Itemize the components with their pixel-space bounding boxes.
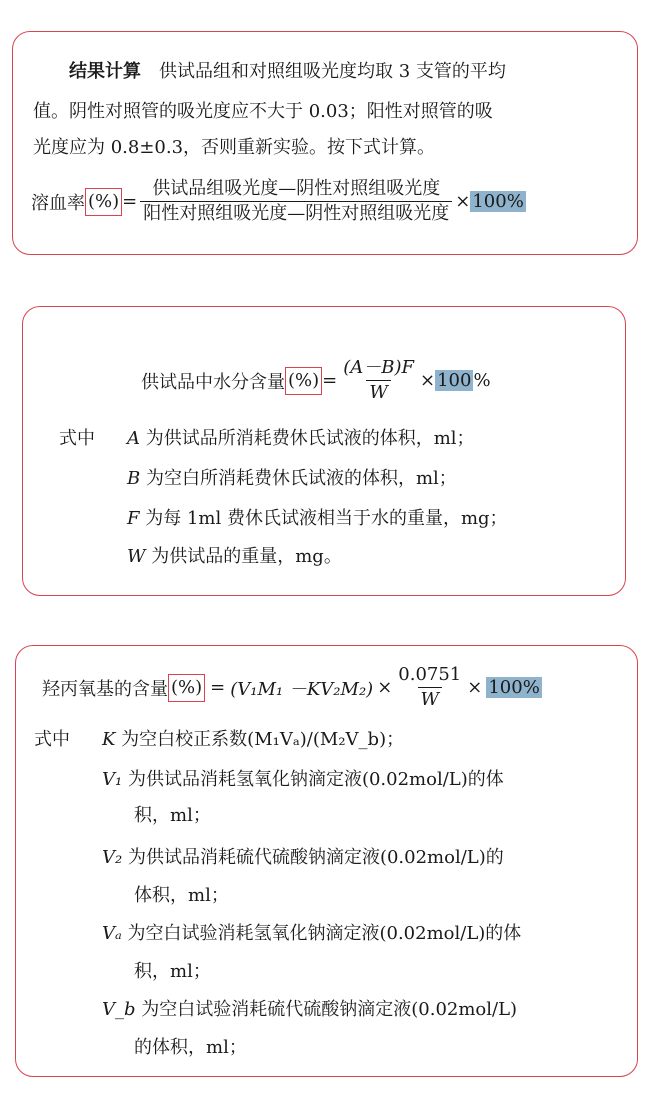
equals-sign: = bbox=[210, 677, 226, 698]
percent-unit-box: (%) bbox=[168, 674, 205, 702]
fraction-numerator: 0.0751 bbox=[398, 664, 462, 685]
highlighted-100-percent: 100% bbox=[472, 191, 524, 212]
where-label: 式中 bbox=[59, 428, 95, 449]
formula-lhs: 溶血率 bbox=[31, 192, 85, 214]
water-formula bbox=[141, 357, 491, 404]
definition-item: Vₐ 为空白试验消耗氢氧化钠滴定液(0.02mol/L)的体 bbox=[102, 923, 522, 944]
definition-item: V₂ 为供试品消耗硫代硫酸钠滴定液(0.02mol/L)的 bbox=[102, 847, 504, 868]
definition-item: A 为供试品所消耗费休氏试液的体积，ml； bbox=[127, 428, 475, 449]
hydroxypropoxy-fraction bbox=[395, 664, 464, 711]
hemolysis-line-2: 值。阴性对照管的吸光度应不大于 0.03；阳性对照管的吸 bbox=[33, 101, 493, 122]
hemolysis-formula bbox=[31, 178, 526, 225]
fraction-denominator: W bbox=[366, 380, 391, 404]
hemolysis-line-1 bbox=[69, 60, 506, 84]
formula-lhs: 供试品中水分含量 bbox=[141, 371, 285, 393]
definition-continuation: 体积，ml； bbox=[134, 885, 229, 906]
water-fraction bbox=[340, 357, 417, 404]
percent-unit-box: (%) bbox=[85, 188, 122, 216]
section-heading: 结果计算 bbox=[69, 61, 141, 82]
hemolysis-line-3: 光度应为 0.8±0.3，否则重新实验。按下式计算。 bbox=[33, 137, 436, 158]
fraction-numerator: 供试品组吸光度—阴性对照组吸光度 bbox=[152, 178, 441, 199]
definition-item: V₁ 为供试品消耗氢氧化钠滴定液(0.02mol/L)的体 bbox=[102, 769, 504, 790]
percent-sign: % bbox=[473, 370, 491, 391]
times-sign: × bbox=[420, 370, 436, 391]
hemolysis-fraction bbox=[140, 178, 452, 225]
definition-item: V_b 为空白试验消耗硫代硫酸钠滴定液(0.02mol/L) bbox=[102, 999, 518, 1020]
highlighted-100-percent: 100% bbox=[488, 677, 540, 698]
fraction-denominator: W bbox=[418, 687, 443, 711]
percent-unit-box: (%) bbox=[285, 367, 322, 395]
fraction-numerator: (A－B)F bbox=[343, 357, 415, 378]
definition-continuation: 积，ml； bbox=[134, 805, 211, 826]
formula-lhs: 羟丙氧基的含量 bbox=[42, 678, 168, 700]
panel-hydroxypropoxy bbox=[15, 645, 638, 1077]
equals-sign: = bbox=[322, 370, 338, 391]
definition-item: F 为每 1ml 费休氏试液相当于水的重量，mg； bbox=[127, 508, 508, 529]
highlighted-100: 100 bbox=[437, 370, 472, 391]
times-sign: × bbox=[467, 677, 483, 698]
definition-item: K 为空白校正系数(M₁Vₐ)/(M₂V_b)； bbox=[102, 729, 405, 750]
times-sign: × bbox=[455, 191, 471, 212]
equals-sign: = bbox=[122, 191, 138, 212]
fraction-denominator: 阳性对照组吸光度—阴性对照组吸光度 bbox=[140, 201, 452, 225]
definition-continuation: 积，ml； bbox=[134, 961, 211, 982]
panel-hemolysis bbox=[12, 31, 638, 255]
formula-expression: (V₁M₁ －KV₂M₂) bbox=[230, 678, 374, 700]
where-label: 式中 bbox=[34, 729, 70, 750]
hemolysis-text-1: 供试品组和对照组吸光度均取 3 支管的平均 bbox=[159, 61, 506, 82]
hydroxypropoxy-formula bbox=[42, 664, 542, 711]
times-sign: × bbox=[377, 677, 393, 698]
panel-water-content bbox=[22, 306, 626, 596]
definition-item: B 为空白所消耗费休氏试液的体积，ml； bbox=[127, 468, 457, 489]
definition-item: W 为供试品的重量，mg。 bbox=[127, 546, 342, 567]
definition-continuation: 的体积，ml； bbox=[134, 1037, 247, 1058]
